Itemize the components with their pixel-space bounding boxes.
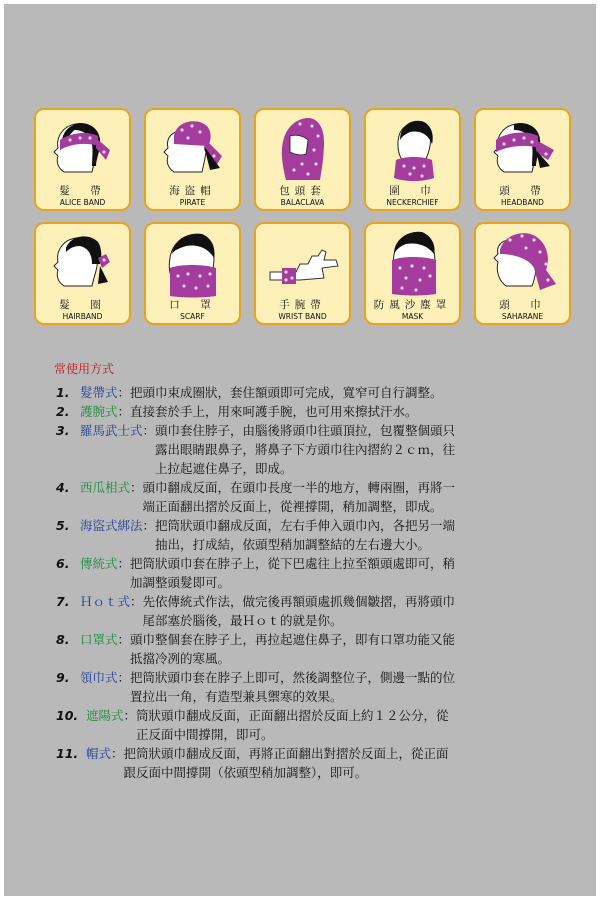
instruction-text <box>130 668 574 706</box>
instruction-line: 端正面翻出摺於反面上，從裡撐開，稍加調整，即成。 <box>142 499 443 514</box>
style-name-en: SCARF <box>180 312 205 321</box>
instruction-number: 8. <box>56 632 70 647</box>
style-name-en: PIRATE <box>179 198 206 207</box>
style-card <box>364 108 461 211</box>
instruction-label: 髮帶式 <box>80 385 118 400</box>
style-card <box>364 222 461 325</box>
instruction-line: 頭巾翻成反面，在頭巾長度一半的地方，轉兩圈，再將一 <box>142 480 456 495</box>
style-name-zh: 髮 帶 <box>59 185 106 197</box>
saharane-icon <box>476 224 569 298</box>
instruction-number: 10. <box>56 708 79 723</box>
instruction-line: 先依傳統式作法，做完後再額頭處抓幾個皺摺，再將頭巾 <box>142 594 456 609</box>
mask-icon <box>366 224 459 298</box>
instruction-text <box>130 383 574 402</box>
instruction-label: 傳統式 <box>80 556 118 571</box>
instruction-number: 7. <box>56 594 70 609</box>
instruction-colon: ： <box>117 556 131 571</box>
instruction-line: 抵擋冷冽的寒風。 <box>130 651 231 666</box>
scarf-icon <box>146 224 239 298</box>
instruction-line: 把筒狀頭巾翻成反面，再將正面翻出對摺於反面上，從正面 <box>123 746 449 761</box>
instruction-line: 跟反面中間撐開（依頭型稍加調整），即可。 <box>123 765 368 780</box>
section-title: 常使用方式 <box>54 362 115 376</box>
instruction-label: 西瓜相式 <box>80 480 131 495</box>
instruction-text <box>143 592 574 630</box>
style-card <box>34 222 131 325</box>
instruction-line: 把筒狀頭巾套在脖子上，從下巴處往上拉至額頭處即可，稍 <box>130 556 456 571</box>
instruction-line: 把筒狀頭巾套在脖子上即可，然後調整位子，側邊一點的位 <box>130 670 456 685</box>
wrist-band-icon <box>256 224 349 298</box>
style-card <box>474 108 571 211</box>
instruction-text <box>130 554 574 592</box>
style-name-en: HAIRBAND <box>62 312 103 321</box>
instruction-item <box>54 592 574 630</box>
style-card <box>254 222 351 325</box>
instruction-line: 露出眼睛跟鼻子，將鼻子下方頭巾往內摺約２ｃｍ，往 <box>155 442 456 457</box>
instruction-item <box>54 516 574 554</box>
instruction-line: 抽出，打成結，依頭型稍加調整結的左右邊大小。 <box>155 537 431 552</box>
instruction-item <box>54 706 574 744</box>
instruction-line: 置拉出一角，有造型兼具禦寒的效果。 <box>130 689 343 704</box>
instruction-colon: ： <box>142 518 156 533</box>
instruction-text <box>130 630 574 668</box>
alice-band-icon <box>36 110 129 184</box>
instruction-line: 上拉起遮住鼻子，即成。 <box>155 461 293 476</box>
instruction-label: 羅馬武士式 <box>80 423 143 438</box>
style-name-en: NECKERCHIEF <box>386 198 439 207</box>
instruction-number: 1. <box>56 385 70 400</box>
headband-icon <box>476 110 569 184</box>
instruction-number: 6. <box>56 556 70 571</box>
instruction-text <box>155 421 574 478</box>
style-name-en: MASK <box>401 312 424 321</box>
instruction-colon: ： <box>117 385 131 400</box>
instruction-number: 9. <box>56 670 70 685</box>
instruction-item <box>54 421 574 478</box>
instruction-item <box>54 383 574 402</box>
instruction-number: 5. <box>56 518 70 533</box>
instruction-number: 4. <box>56 480 70 495</box>
style-card <box>144 222 241 325</box>
instruction-colon: ： <box>117 404 131 419</box>
instruction-line: 直接套於手上，用來呵護手腕，也可用來擦拭汗水。 <box>130 404 418 419</box>
instruction-item <box>54 668 574 706</box>
instruction-line: 加調整頭髮即可。 <box>130 575 231 590</box>
style-card <box>474 222 571 325</box>
instruction-item <box>54 402 574 421</box>
instruction-label: 口罩式 <box>80 632 118 647</box>
style-name-en: HEADBAND <box>501 198 544 207</box>
style-card <box>254 108 351 211</box>
instruction-label: 護腕式 <box>80 404 118 419</box>
instruction-text <box>130 402 574 421</box>
instruction-label: Ｈｏｔ式 <box>80 594 131 609</box>
instruction-line: 頭巾整個套在脖子上，再拉起遮住鼻子，即有口罩功能又能 <box>130 632 456 647</box>
pirate-icon <box>146 110 239 184</box>
style-name-en: SAHARANE <box>501 312 544 321</box>
style-name-zh: 包頭套 <box>279 185 326 197</box>
instruction-colon: ： <box>142 423 156 438</box>
instruction-line: 正反面中間撐開，即可。 <box>136 727 274 742</box>
instruction-label: 帽式 <box>86 746 112 761</box>
instruction-number: 2. <box>56 404 70 419</box>
neckerchief-icon <box>366 110 459 184</box>
balaclava-icon <box>256 110 349 184</box>
style-name-zh: 頭 帶 <box>499 185 546 197</box>
instruction-line: 尾部塞於腦後，最Ｈｏｔ的就是你。 <box>142 613 343 628</box>
instruction-number: 11. <box>56 746 79 761</box>
hairband-icon <box>36 224 129 298</box>
instruction-line: 頭巾套住脖子，由腦後將頭巾往頭頂拉，包覆整個頭只 <box>155 423 456 438</box>
instruction-colon: ： <box>123 708 137 723</box>
instruction-colon: ： <box>117 670 131 685</box>
instruction-number: 3. <box>56 423 70 438</box>
style-name-zh: 圍 巾 <box>389 185 436 197</box>
instruction-line: 把筒狀頭巾翻成反面，左右手伸入頭巾內，各把另一端 <box>155 518 456 533</box>
instruction-label: 海盜式綁法 <box>80 518 143 533</box>
style-name-zh: 手腕帶 <box>279 299 326 311</box>
instruction-text <box>155 516 574 554</box>
instructions-section <box>54 360 574 782</box>
style-name-zh: 防風沙塵罩 <box>373 299 452 311</box>
style-name-zh: 髮 圈 <box>59 299 106 311</box>
instruction-label: 領巾式 <box>80 670 118 685</box>
style-name-zh: 頭 巾 <box>499 299 546 311</box>
style-name-en: WRIST BAND <box>278 312 327 321</box>
style-name-en: ALICE BAND <box>59 198 106 207</box>
page-background <box>4 4 596 896</box>
style-name-en: BALACLAVA <box>280 198 325 207</box>
instruction-item <box>54 554 574 592</box>
instruction-text <box>143 478 574 516</box>
instruction-line: 把頭巾束成圈狀，套住額頭即可完成，寬窄可自行調整。 <box>130 385 443 400</box>
instruction-colon: ： <box>111 746 124 761</box>
instruction-text <box>136 706 574 744</box>
instruction-text <box>124 744 574 782</box>
instruction-item <box>54 630 574 668</box>
instruction-line: 筒狀頭巾翻成反面，正面翻出摺於反面上約１２公分，從 <box>136 708 449 723</box>
style-name-zh: 口 罩 <box>169 299 216 311</box>
instruction-item <box>54 744 574 782</box>
instruction-label: 遮陽式 <box>86 708 124 723</box>
instruction-colon: ： <box>130 480 143 495</box>
instruction-colon: ： <box>130 594 143 609</box>
style-card <box>144 108 241 211</box>
style-name-zh: 海盜帽 <box>169 185 216 197</box>
instruction-colon: ： <box>117 632 131 647</box>
instructions-list <box>54 383 574 782</box>
style-grid <box>34 108 574 326</box>
style-card <box>34 108 131 211</box>
instruction-item <box>54 478 574 516</box>
